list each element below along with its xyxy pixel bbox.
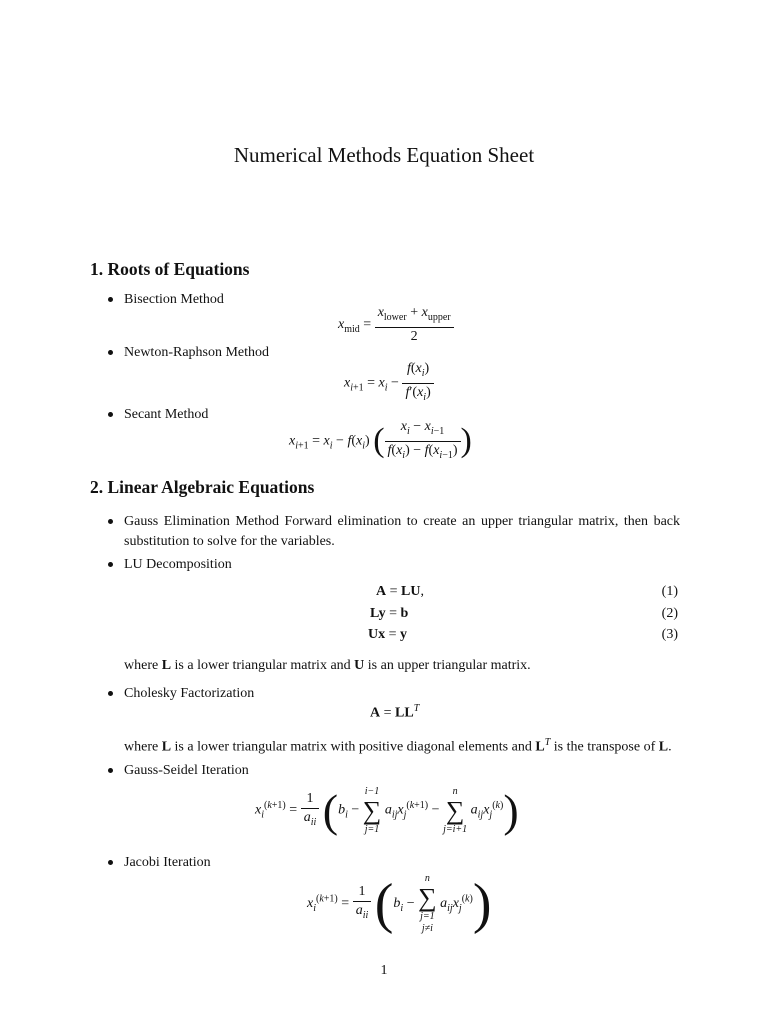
list-item-label: Bisection Method (124, 292, 224, 307)
equation-newton-raphson: $x_{i+1} = x_i$ − $\frac{f(x_i)}{f'(x_i)}$ (344, 360, 434, 407)
section-heading-linear: 2. Linear Algebraic Equations (90, 477, 315, 497)
list-item-label: Jacobi Iteration (124, 855, 211, 870)
page-title: Numerical Methods Equation Sheet (233, 143, 535, 167)
cholesky-note: where L is a lower triangular matrix with positive diagonal elements and $L^T$ is the transpose of L. (124, 737, 672, 755)
section-heading-roots: 1. Roots of Equations (90, 259, 250, 279)
list-item-label: Secant Method (124, 407, 209, 422)
list-item-label: Cholesky Factorization (124, 686, 255, 701)
bullet-icon (108, 691, 113, 696)
equation-jacobi: $x_i^{(k+1)}$ = $\frac{1}{a_{ii}}$ ($b_i$ − n ∑ j=1 j≠i $a_{ij}x_j^{(k)}$) (307, 873, 492, 935)
equation-lu-2: Ly = b (370, 606, 409, 621)
bullet-icon (108, 768, 113, 773)
equation-number: (3) (661, 627, 678, 642)
equation-cholesky: $A = LL^T$ (370, 703, 420, 721)
equation-number: (2) (661, 606, 678, 621)
page-number: 1 (380, 963, 388, 978)
equation-gauss-seidel: $x_i^{(k+1)}$ = $\frac{1}{a_{ii}}$ ($b_i$ − i−1 ∑ j=1 $a_{ij}x_j^{(k+1)}$ − n ∑ j=i+1 $a_{ij}x_j^{(k)}$) (255, 785, 519, 836)
bullet-icon (108, 350, 113, 355)
list-item-label: LU Decomposition (124, 557, 232, 572)
equation-lu-1: A = LU, (376, 584, 424, 599)
gauss-elimination-text: Gauss Elimination Method Forward elimination to create an upper triangular matrix, then back substitution to solve for the variables. (124, 514, 680, 549)
bullet-icon (108, 297, 113, 302)
equation-lu-3: Ux = y (368, 627, 408, 642)
lu-note: where L is a lower triangular matrix and U is an upper triangular matrix. (124, 658, 531, 673)
equation-secant: $x_{i+1} = x_i - f(x_i)$ ( $\frac{x_i - x_{i-1}}{f(x_i) - f(x_{i-1})}$ ) (289, 419, 472, 461)
bullet-icon (108, 519, 113, 524)
list-item-label: Newton-Raphson Method (124, 345, 270, 360)
bullet-icon (108, 860, 113, 865)
equation-bisection: $x_{mid}$ = $\frac{x_{lower} + x_{upper}}{2}$ (338, 304, 454, 346)
equation-number: (1) (661, 584, 678, 599)
bullet-icon (108, 562, 113, 567)
bullet-icon (108, 412, 113, 417)
list-item-label: Gauss-Seidel Iteration (124, 763, 249, 778)
